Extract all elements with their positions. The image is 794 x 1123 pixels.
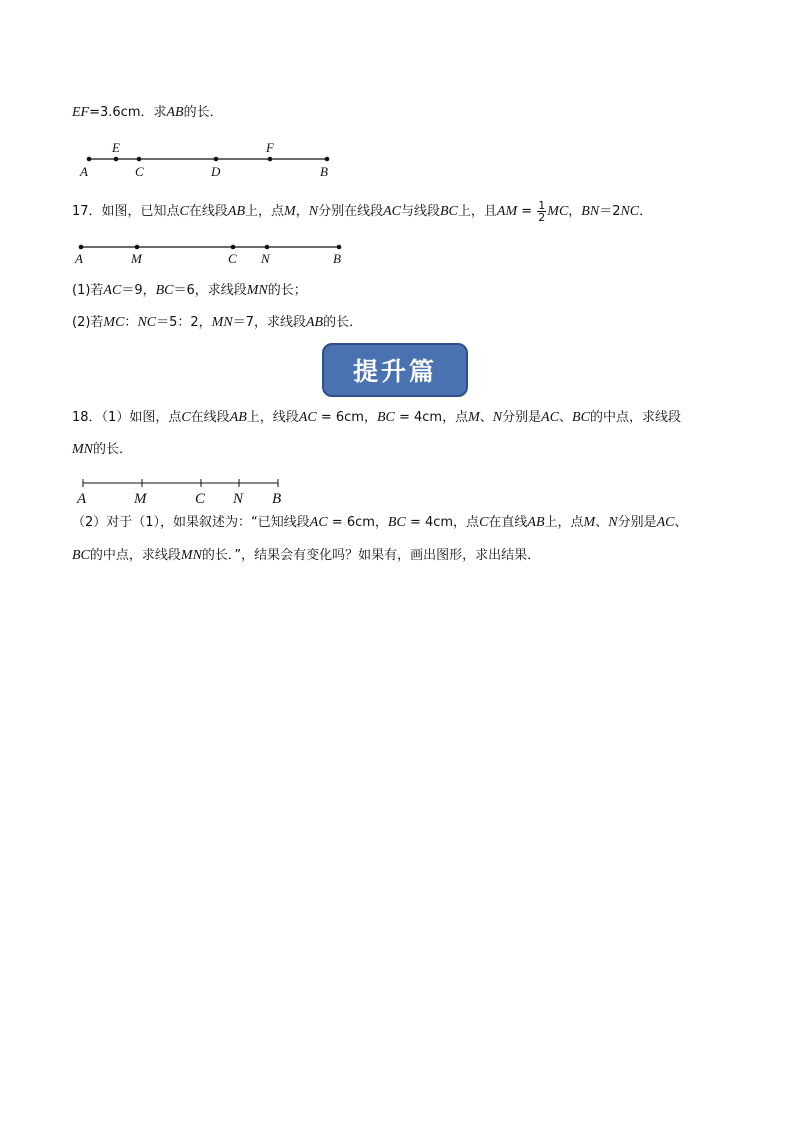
var-m: M <box>468 410 480 425</box>
var-ac: AC <box>383 204 401 219</box>
fraction-numerator: 1 <box>538 199 546 212</box>
label-m: M <box>134 491 147 507</box>
text: 在直线 <box>488 515 528 530</box>
text: ： <box>124 315 138 330</box>
label-d: D <box>211 164 221 179</box>
var-bc: BC <box>376 410 395 425</box>
var-mn: MN <box>180 548 202 563</box>
label-b: B <box>320 164 328 179</box>
var-c: C <box>179 204 189 219</box>
text: 上，且 <box>457 204 497 219</box>
var-c: C <box>181 410 191 425</box>
var-c: C <box>479 515 489 530</box>
var-n: N <box>308 204 319 219</box>
var-bc: BC <box>155 283 174 298</box>
text: = 4cm，点 <box>405 515 480 530</box>
var-mc: MC <box>103 315 125 330</box>
text: ， <box>295 204 309 219</box>
label-n: N <box>233 491 244 507</box>
var-mn: MN <box>72 442 93 457</box>
label-c: C <box>228 251 237 266</box>
var-ab: AB <box>227 204 246 219</box>
text: 的长； <box>267 283 307 298</box>
text: = 4cm，点 <box>394 410 469 425</box>
text: 、 <box>479 410 493 425</box>
label-e: E <box>112 140 120 155</box>
problem-18-line-4 <box>72 547 540 565</box>
var-bc: BC <box>387 515 406 530</box>
text: = 6cm， <box>327 515 388 530</box>
var-n: N <box>492 410 503 425</box>
label-c: C <box>135 164 144 179</box>
text: 上，点 <box>544 515 584 530</box>
var-ab: AB <box>527 515 545 530</box>
problem-18-line-3 <box>72 514 688 532</box>
text: 的长．”，结果会有变化吗？如果有，画出图形，求出结果． <box>201 548 541 563</box>
label-b: B <box>272 491 282 507</box>
section-banner-text: 提升篇 <box>352 357 437 386</box>
text: (2)若 <box>72 315 104 330</box>
label-f: F <box>266 140 274 155</box>
var-bc: BC <box>439 204 458 219</box>
var-ac: AC <box>309 515 328 530</box>
var-ef: EF <box>72 105 90 120</box>
text: 的中点，求线段 <box>589 410 681 425</box>
var-bc: BC <box>572 410 590 425</box>
label-a: A <box>75 251 83 266</box>
text: ， <box>568 204 582 219</box>
var-mn: MN <box>211 315 233 330</box>
text: ＝9， <box>121 283 156 298</box>
text: 、 <box>559 410 573 425</box>
text: (1)若 <box>72 283 104 298</box>
label-n: N <box>261 251 270 266</box>
text: =3.6cm．求 <box>89 105 167 120</box>
text: = <box>517 204 537 219</box>
label-b: B <box>333 251 341 266</box>
text: 上，线段 <box>246 410 299 425</box>
text: 分别是 <box>502 410 542 425</box>
text: 分别在线段 <box>318 204 384 219</box>
var-nc: NC <box>620 204 640 219</box>
text: = 6cm， <box>316 410 377 425</box>
text: 上，点 <box>245 204 285 219</box>
var-am: AM <box>496 204 518 219</box>
text: 与线段 <box>400 204 440 219</box>
text: 17．如图，已知点 <box>72 204 180 219</box>
text: 分别是 <box>617 515 657 530</box>
var-ab: AB <box>305 315 324 330</box>
var-ac: AC <box>103 283 122 298</box>
var-ac: AC <box>656 515 675 530</box>
text: 的中点，求线段 <box>89 548 181 563</box>
text: 的长． <box>183 105 223 120</box>
text: ＝7，求线段 <box>232 315 306 330</box>
text: 、 <box>595 515 609 530</box>
var-ab: AB <box>229 410 247 425</box>
var-ac: AC <box>298 410 317 425</box>
var-bc: BC <box>72 548 90 563</box>
var-mn: MN <box>246 283 268 298</box>
label-a: A <box>77 491 87 507</box>
text: ＝2 <box>599 204 621 219</box>
fraction-denominator: 2 <box>538 211 546 224</box>
text: ＝5：2， <box>156 315 212 330</box>
text: 在线段 <box>190 410 230 425</box>
var-ab: AB <box>166 105 184 120</box>
label-m: M <box>131 251 142 266</box>
var-n: N <box>608 515 618 530</box>
label-a: A <box>80 164 88 179</box>
var-mc: MC <box>547 204 569 219</box>
text: 的长． <box>93 442 133 457</box>
text: 18．（1）如图，点 <box>72 410 182 425</box>
text: ． <box>639 204 653 219</box>
text: 在线段 <box>188 204 228 219</box>
var-m: M <box>284 204 296 219</box>
var-bn: BN <box>581 204 600 219</box>
var-ac: AC <box>541 410 560 425</box>
text: 、 <box>674 515 688 530</box>
text: 的长． <box>323 315 363 330</box>
text: ＝6，求线段 <box>173 283 247 298</box>
var-nc: NC <box>137 315 157 330</box>
text: （2）对于（1），如果叙述为：“已知线段 <box>72 515 310 530</box>
label-c: C <box>195 491 206 507</box>
var-m: M <box>583 515 596 530</box>
